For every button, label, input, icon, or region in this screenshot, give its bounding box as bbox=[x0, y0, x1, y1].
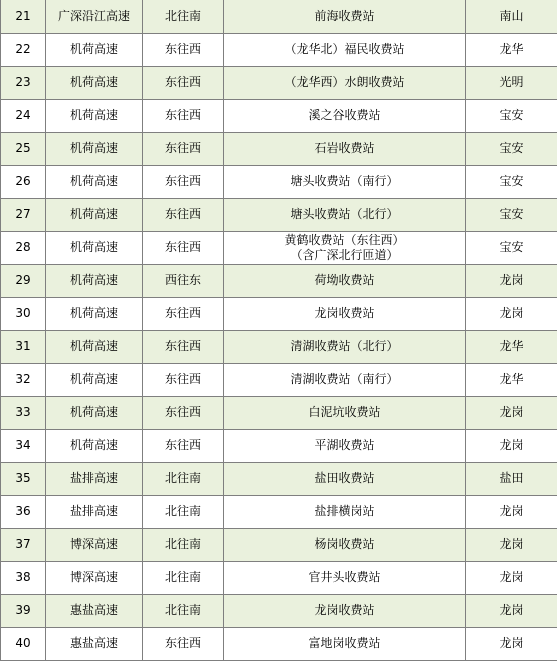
direction-cell: 东往西 bbox=[143, 297, 224, 330]
toll-station-cell: 龙岗收费站 bbox=[224, 297, 466, 330]
direction-cell: 东往西 bbox=[143, 363, 224, 396]
row-number-cell: 30 bbox=[1, 297, 46, 330]
row-number-cell: 29 bbox=[1, 264, 46, 297]
highway-name-cell: 博深高速 bbox=[46, 561, 143, 594]
district-cell: 宝安 bbox=[466, 231, 557, 264]
highway-name-cell: 机荷高速 bbox=[46, 396, 143, 429]
table-body bbox=[1, 0, 557, 660]
direction-cell: 北往南 bbox=[143, 594, 224, 627]
direction-cell: 东往西 bbox=[143, 132, 224, 165]
table-row bbox=[1, 297, 557, 330]
direction-cell: 东往西 bbox=[143, 330, 224, 363]
toll-station-cell: 杨岗收费站 bbox=[224, 528, 466, 561]
table-row bbox=[1, 99, 557, 132]
table-row bbox=[1, 429, 557, 462]
row-number-cell: 35 bbox=[1, 462, 46, 495]
district-cell: 宝安 bbox=[466, 165, 557, 198]
table-row bbox=[1, 396, 557, 429]
toll-station-cell: 盐排横岗站 bbox=[224, 495, 466, 528]
highway-name-cell: 盐排高速 bbox=[46, 495, 143, 528]
row-number-cell: 31 bbox=[1, 330, 46, 363]
highway-name-cell: 广深沿江高速 bbox=[46, 0, 143, 33]
toll-station-cell: 清湖收费站（北行） bbox=[224, 330, 466, 363]
row-number-cell: 25 bbox=[1, 132, 46, 165]
toll-station-cell: 前海收费站 bbox=[224, 0, 466, 33]
district-cell: 龙华 bbox=[466, 330, 557, 363]
direction-cell: 东往西 bbox=[143, 165, 224, 198]
district-cell: 龙岗 bbox=[466, 528, 557, 561]
district-cell: 龙岗 bbox=[466, 495, 557, 528]
direction-cell: 东往西 bbox=[143, 66, 224, 99]
table-row bbox=[1, 66, 557, 99]
row-number-cell: 38 bbox=[1, 561, 46, 594]
highway-name-cell: 机荷高速 bbox=[46, 330, 143, 363]
highway-name-cell: 机荷高速 bbox=[46, 66, 143, 99]
toll-station-cell: 平湖收费站 bbox=[224, 429, 466, 462]
district-cell: 龙岗 bbox=[466, 627, 557, 660]
direction-cell: 东往西 bbox=[143, 396, 224, 429]
row-number-cell: 34 bbox=[1, 429, 46, 462]
district-cell: 龙岗 bbox=[466, 429, 557, 462]
direction-cell: 东往西 bbox=[143, 231, 224, 264]
highway-name-cell: 机荷高速 bbox=[46, 363, 143, 396]
toll-station-cell: 官井头收费站 bbox=[224, 561, 466, 594]
highway-name-cell: 惠盐高速 bbox=[46, 627, 143, 660]
direction-cell: 东往西 bbox=[143, 627, 224, 660]
table-row bbox=[1, 165, 557, 198]
row-number-cell: 39 bbox=[1, 594, 46, 627]
row-number-cell: 33 bbox=[1, 396, 46, 429]
toll-station-cell: （龙华西）水朗收费站 bbox=[224, 66, 466, 99]
highway-name-cell: 机荷高速 bbox=[46, 33, 143, 66]
table-row bbox=[1, 132, 557, 165]
direction-cell: 东往西 bbox=[143, 99, 224, 132]
table-row bbox=[1, 363, 557, 396]
table-row bbox=[1, 0, 557, 33]
district-cell: 龙岗 bbox=[466, 594, 557, 627]
table-row bbox=[1, 627, 557, 660]
row-number-cell: 36 bbox=[1, 495, 46, 528]
district-cell: 宝安 bbox=[466, 132, 557, 165]
district-cell: 龙岗 bbox=[466, 396, 557, 429]
toll-station-cell: 荷坳收费站 bbox=[224, 264, 466, 297]
table-row bbox=[1, 33, 557, 66]
toll-station-cell: 盐田收费站 bbox=[224, 462, 466, 495]
district-cell: 龙岗 bbox=[466, 297, 557, 330]
direction-cell: 北往南 bbox=[143, 561, 224, 594]
district-cell: 龙岗 bbox=[466, 264, 557, 297]
highway-name-cell: 机荷高速 bbox=[46, 429, 143, 462]
direction-cell: 西往东 bbox=[143, 264, 224, 297]
toll-station-cell: 龙岗收费站 bbox=[224, 594, 466, 627]
table-row bbox=[1, 528, 557, 561]
toll-station-note: （含广深北行匝道） bbox=[290, 247, 399, 262]
row-number-cell: 26 bbox=[1, 165, 46, 198]
row-number-cell: 24 bbox=[1, 99, 46, 132]
toll-station-cell: 塘头收费站（北行） bbox=[224, 198, 466, 231]
district-cell: 南山 bbox=[466, 0, 557, 33]
table-row bbox=[1, 198, 557, 231]
district-cell: 龙华 bbox=[466, 33, 557, 66]
highway-name-cell: 机荷高速 bbox=[46, 165, 143, 198]
district-cell: 光明 bbox=[466, 66, 557, 99]
highway-name-cell: 盐排高速 bbox=[46, 462, 143, 495]
direction-cell: 北往南 bbox=[143, 462, 224, 495]
district-cell: 宝安 bbox=[466, 198, 557, 231]
highway-name-cell: 机荷高速 bbox=[46, 99, 143, 132]
direction-cell: 北往南 bbox=[143, 0, 224, 33]
highway-name-cell: 机荷高速 bbox=[46, 198, 143, 231]
toll-station-name: 黄鹤收费站（东往西） bbox=[284, 232, 405, 247]
table-row bbox=[1, 264, 557, 297]
district-cell: 龙华 bbox=[466, 363, 557, 396]
toll-station-cell bbox=[224, 231, 466, 264]
highway-name-cell: 机荷高速 bbox=[46, 132, 143, 165]
highway-name-cell: 机荷高速 bbox=[46, 231, 143, 264]
direction-cell: 东往西 bbox=[143, 198, 224, 231]
toll-station-cell: 石岩收费站 bbox=[224, 132, 466, 165]
highway-name-cell: 机荷高速 bbox=[46, 297, 143, 330]
district-cell: 宝安 bbox=[466, 99, 557, 132]
row-number-cell: 23 bbox=[1, 66, 46, 99]
toll-station-cell: 富地岗收费站 bbox=[224, 627, 466, 660]
toll-station-cell: 白泥坑收费站 bbox=[224, 396, 466, 429]
table-row bbox=[1, 330, 557, 363]
direction-cell: 北往南 bbox=[143, 528, 224, 561]
highway-name-cell: 惠盐高速 bbox=[46, 594, 143, 627]
district-cell: 龙岗 bbox=[466, 561, 557, 594]
highway-name-cell: 博深高速 bbox=[46, 528, 143, 561]
highway-name-cell: 机荷高速 bbox=[46, 264, 143, 297]
toll-station-cell: 清湖收费站（南行） bbox=[224, 363, 466, 396]
table-row bbox=[1, 561, 557, 594]
direction-cell: 北往南 bbox=[143, 495, 224, 528]
toll-station-cell: 溪之谷收费站 bbox=[224, 99, 466, 132]
row-number-cell: 27 bbox=[1, 198, 46, 231]
row-number-cell: 40 bbox=[1, 627, 46, 660]
toll-station-cell: （龙华北）福民收费站 bbox=[224, 33, 466, 66]
row-number-cell: 32 bbox=[1, 363, 46, 396]
table-row bbox=[1, 495, 557, 528]
direction-cell: 东往西 bbox=[143, 33, 224, 66]
row-number-cell: 21 bbox=[1, 0, 46, 33]
row-number-cell: 28 bbox=[1, 231, 46, 264]
district-cell: 盐田 bbox=[466, 462, 557, 495]
toll-station-cell: 塘头收费站（南行） bbox=[224, 165, 466, 198]
table-row bbox=[1, 462, 557, 495]
table-row bbox=[1, 231, 557, 264]
direction-cell: 东往西 bbox=[143, 429, 224, 462]
table-row bbox=[1, 594, 557, 627]
row-number-cell: 22 bbox=[1, 33, 46, 66]
row-number-cell: 37 bbox=[1, 528, 46, 561]
